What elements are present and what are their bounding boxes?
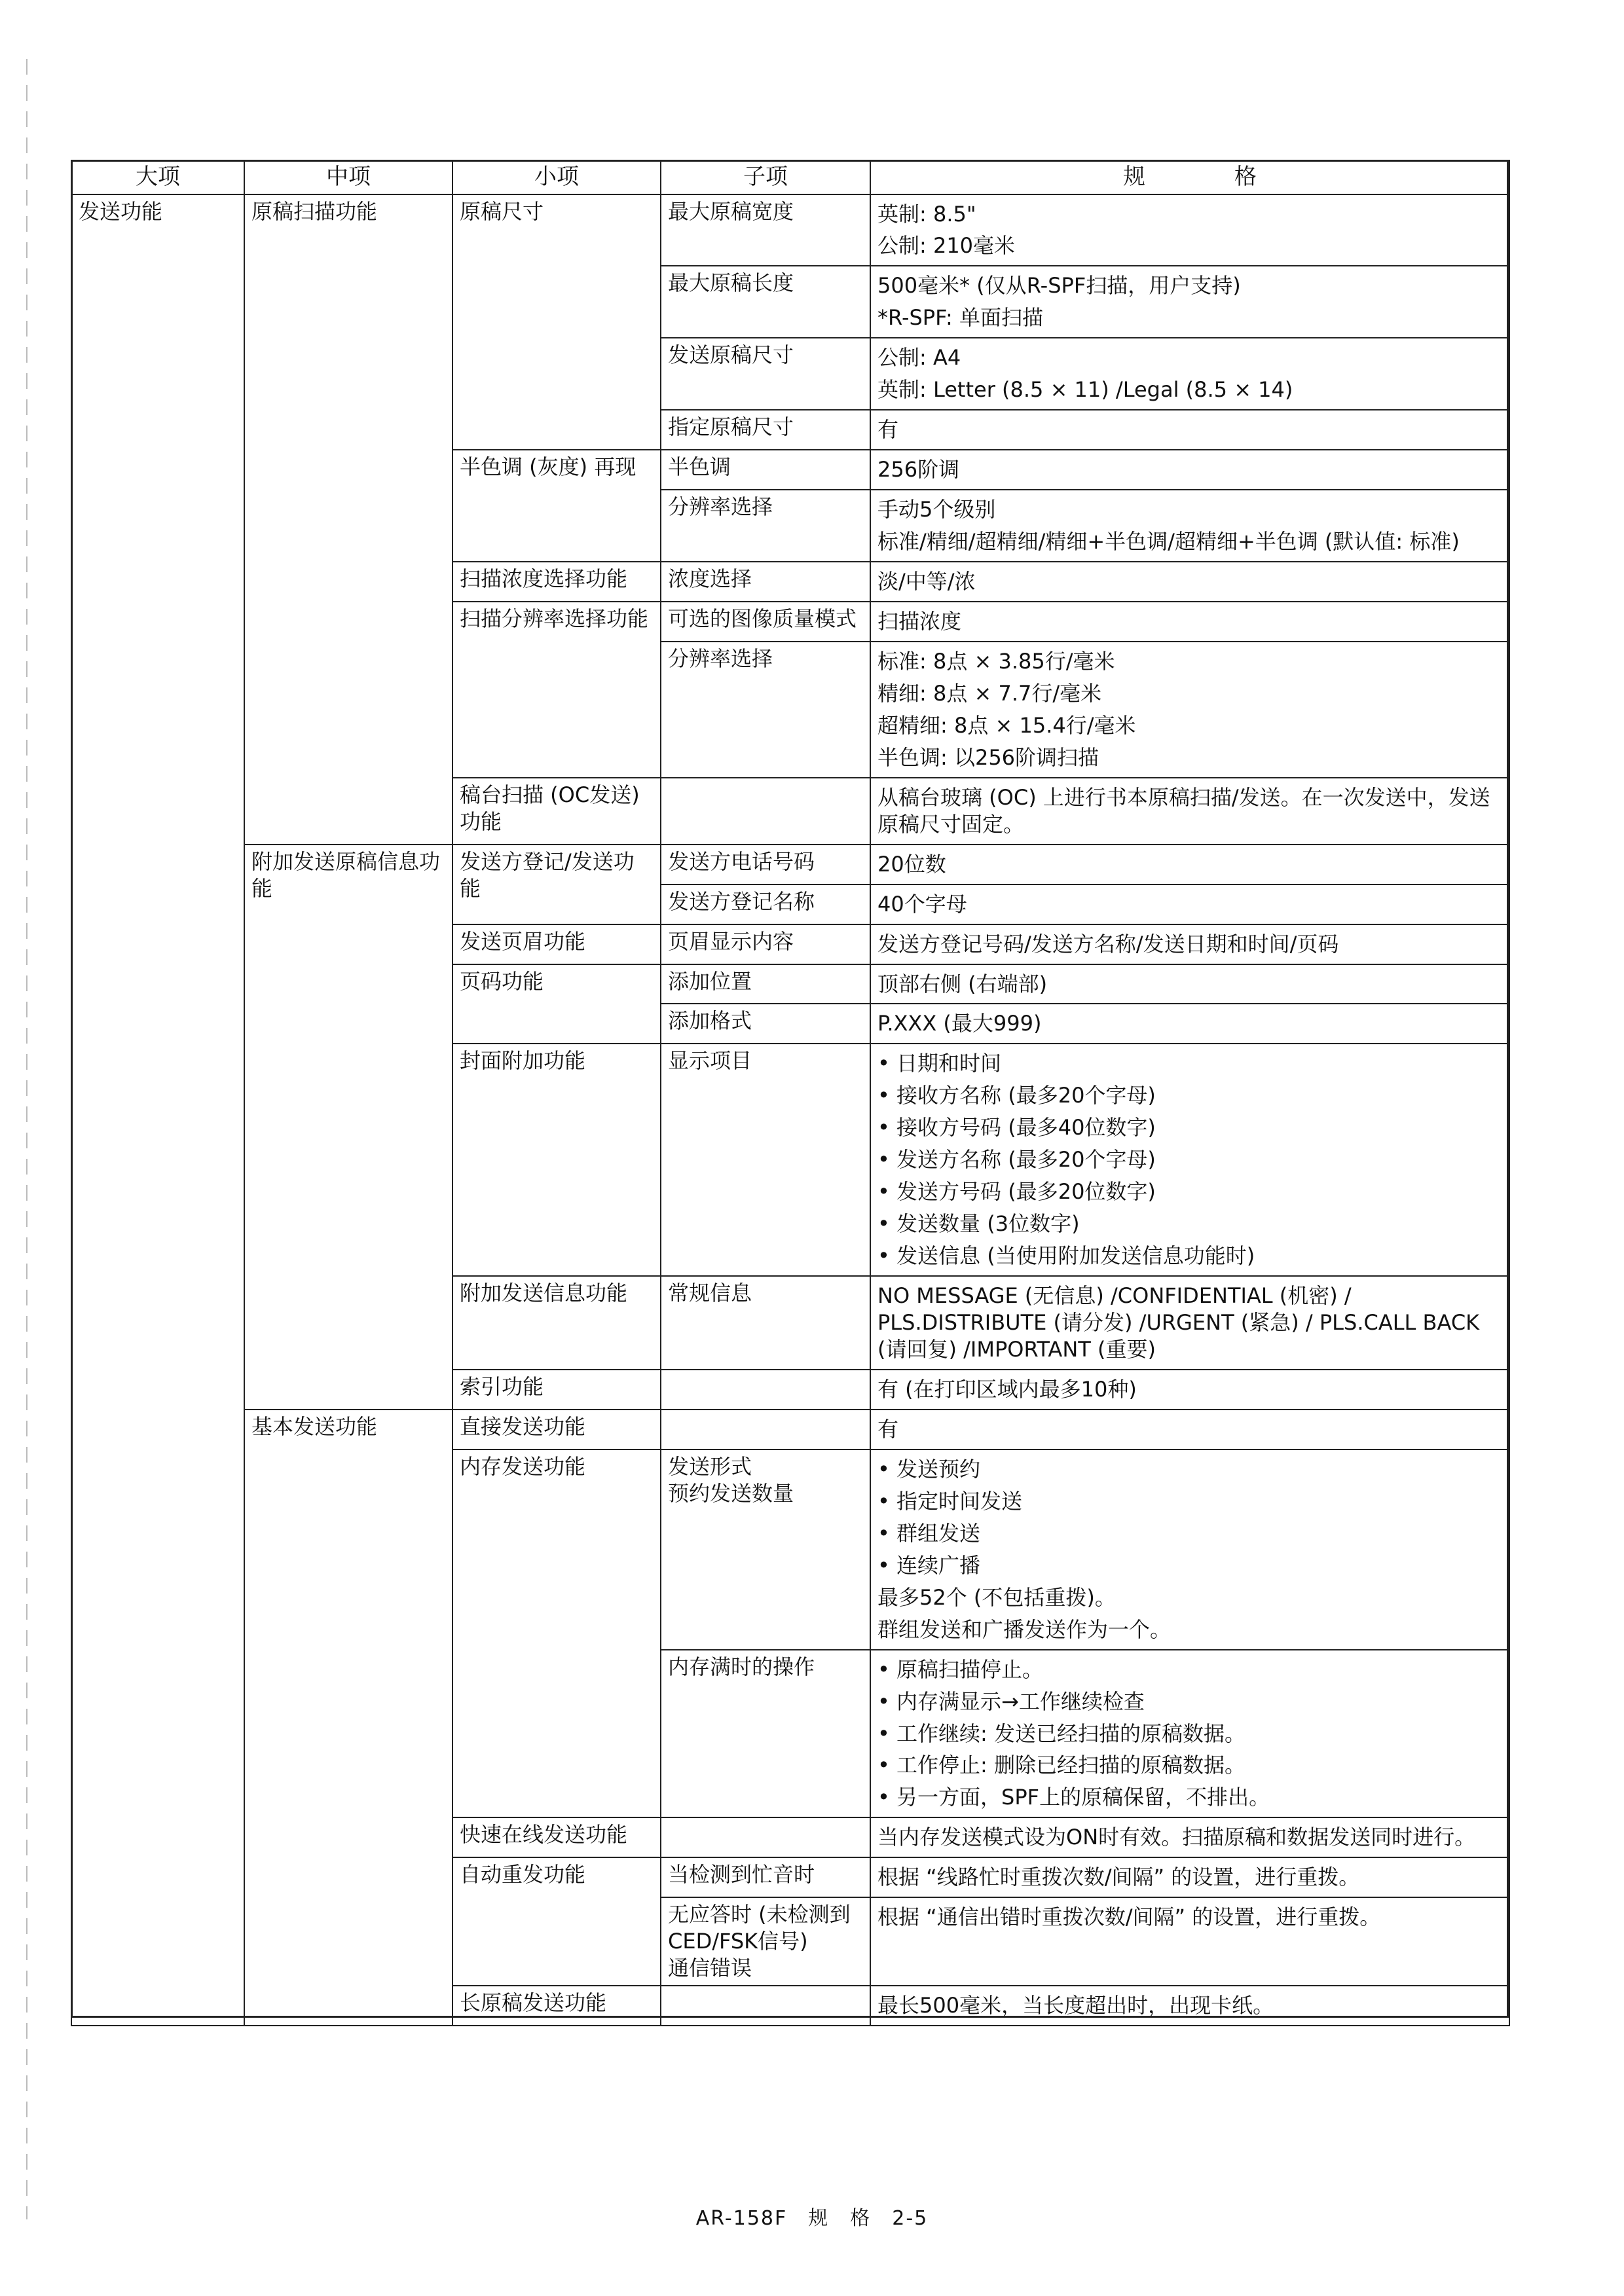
sub-item-cell: 发送方登记名称: [661, 884, 870, 924]
minor-item-cell: 页码功能: [452, 964, 661, 1044]
sub-item-cell: 无应答时 (未检测到CED/FSK信号) 通信错误: [661, 1897, 870, 1986]
spec-line: • 发送方名称 (最多20个字母): [877, 1147, 1156, 1173]
spec-line: 扫描浓度: [877, 609, 962, 634]
minor-item-cell: 扫描分辨率选择功能: [452, 602, 661, 778]
spec-cell: [870, 1370, 1509, 1410]
minor-item-cell: 发送方登记/发送功能: [452, 845, 661, 924]
spec-line: 有: [877, 1416, 899, 1442]
spec-cell: [870, 845, 1509, 884]
spec-line: 最多52个 (不包括重拨)。: [877, 1584, 1116, 1610]
middle-item-cell: 基本发送功能: [244, 1410, 452, 2026]
spec-line: NO MESSAGE (无信息) /CONFIDENTIAL (机密) / PLS.DISTRIBUTE (请分发) /URGENT (紧急) / PLS.CALL BACK (请回复) /IMPORTANT (重要): [877, 1283, 1480, 1362]
sub-item-cell: 最大原稿宽度: [661, 194, 870, 266]
minor-item-cell: 直接发送功能: [452, 1410, 661, 1449]
spec-line: P.XXX (最大999): [877, 1011, 1042, 1036]
spec-line: 从稿台玻璃 (OC) 上进行书本原稿扫描/发送。在一次发送中，发送原稿尺寸固定。: [877, 784, 1490, 837]
spec-line: 英制: 8.5": [877, 201, 976, 227]
sub-item-cell: 分辨率选择: [661, 490, 870, 562]
sub-item-cell: 添加格式: [661, 1004, 870, 1044]
sub-item-cell: 最大原稿长度: [661, 266, 870, 338]
spec-line: • 发送数量 (3位数字): [877, 1211, 1080, 1237]
sub-item-cell: 内存满时的操作: [661, 1650, 870, 1818]
spec-line: 标准: 8点 × 3.85行/毫米: [877, 648, 1115, 674]
header-major: 大项: [71, 160, 244, 194]
spec-line: 顶部右侧 (右端部): [877, 971, 1048, 996]
table-row: [71, 1410, 1509, 1449]
minor-item-cell: 半色调 (灰度) 再现: [452, 450, 661, 562]
spec-line: • 内存满显示→工作继续检查: [877, 1688, 1145, 1714]
sub-item-cell: 显示项目: [661, 1044, 870, 1276]
spec-line: • 接收方号码 (最多40位数字): [877, 1115, 1156, 1140]
spec-cell: [870, 602, 1509, 642]
minor-item-cell: 发送页眉功能: [452, 924, 661, 964]
spec-line: 发送方登记号码/发送方名称/发送日期和时间/页码: [877, 931, 1339, 957]
minor-item-cell: 扫描浓度选择功能: [452, 562, 661, 602]
minor-item-cell: 快速在线发送功能: [452, 1817, 661, 1857]
spec-cell: [870, 410, 1509, 450]
spec-line: 根据 “通信出错时重拨次数/间隔” 的设置，进行重拨。: [877, 1904, 1381, 1930]
minor-item-cell: 索引功能: [452, 1370, 661, 1410]
spec-line: 手动5个级别: [877, 497, 996, 522]
spec-cell: [870, 1044, 1509, 1276]
header-middle: 中项: [244, 160, 452, 194]
sub-item-cell: 半色调: [661, 450, 870, 490]
spec-cell: [870, 924, 1509, 964]
header-sub: 子项: [661, 160, 870, 194]
middle-item-cell: 附加发送原稿信息功能: [244, 845, 452, 1410]
header-row: [71, 160, 1509, 194]
sub-item-cell: 添加位置: [661, 964, 870, 1004]
spec-line: 500毫米* (仅从R-SPF扫描，用户支持): [877, 273, 1241, 299]
spec-line: 淡/中等/浓: [877, 569, 976, 594]
minor-item-cell: 自动重发功能: [452, 1857, 661, 1986]
spec-line: 最长500毫米，当长度超出时，出现卡纸。: [877, 1993, 1274, 2018]
spec-line: 半色调: 以256阶调扫描: [877, 744, 1099, 770]
sub-item-cell: 页眉显示内容: [661, 924, 870, 964]
spec-line: • 工作停止: 删除已经扫描的原稿数据。: [877, 1753, 1246, 1778]
spec-line: 有 (在打印区域内最多10种): [877, 1376, 1137, 1402]
spec-table: [71, 160, 1510, 2026]
sub-item-cell: 发送原稿尺寸: [661, 338, 870, 410]
spec-cell: [870, 562, 1509, 602]
spec-line: • 发送预约: [877, 1456, 981, 1482]
spec-line: 标准/精细/超精细/精细+半色调/超精细+半色调 (默认值: 标准): [877, 529, 1460, 555]
minor-item-cell: 长原稿发送功能: [452, 1986, 661, 2026]
minor-item-cell: 附加发送信息功能: [452, 1276, 661, 1370]
spec-line: 英制: Letter (8.5 × 11) /Legal (8.5 × 14): [877, 377, 1293, 403]
minor-item-cell: 内存发送功能: [452, 1449, 661, 1817]
sub-item-cell: 发送形式 预约发送数量: [661, 1449, 870, 1650]
spec-line: • 原稿扫描停止。: [877, 1656, 1044, 1682]
spec-cell: [870, 1817, 1509, 1857]
minor-item-cell: 原稿尺寸: [452, 194, 661, 450]
page-footer: AR-158F 规 格 2-5: [695, 2207, 929, 2230]
spec-line: • 发送方号码 (最多20位数字): [877, 1179, 1156, 1205]
spec-line: 40个字母: [877, 891, 967, 917]
middle-item-cell: 原稿扫描功能: [244, 194, 452, 845]
spec-line: 根据 “线路忙时重拨次数/间隔” 的设置，进行重拨。: [877, 1865, 1360, 1890]
sub-item-cell: [661, 778, 870, 845]
spec-cell: [870, 1410, 1509, 1449]
spec-cell: [870, 884, 1509, 924]
major-item-cell: 发送功能: [71, 194, 244, 2026]
spec-line: 超精细: 8点 × 15.4行/毫米: [877, 712, 1136, 738]
sub-item-cell: [661, 1817, 870, 1857]
spec-cell: [870, 778, 1509, 845]
spec-cell: [870, 194, 1509, 266]
spec-line: • 发送信息 (当使用附加发送信息功能时): [877, 1243, 1255, 1269]
spec-cell: [870, 490, 1509, 562]
header-minor: 小项: [452, 160, 661, 194]
spec-cell: [870, 964, 1509, 1004]
sub-item-cell: 发送方电话号码: [661, 845, 870, 884]
spec-cell: [870, 338, 1509, 410]
sub-item-cell: [661, 1370, 870, 1410]
spec-cell: [870, 1004, 1509, 1044]
spec-cell: [870, 266, 1509, 338]
spec-cell: [870, 1650, 1509, 1818]
spec-line: • 另一方面，SPF上的原稿保留，不排出。: [877, 1785, 1270, 1810]
table-row: [71, 845, 1509, 884]
spec-line: • 日期和时间: [877, 1051, 1002, 1076]
sub-item-cell: 指定原稿尺寸: [661, 410, 870, 450]
spec-line: 精细: 8点 × 7.7行/毫米: [877, 680, 1102, 706]
minor-item-cell: 稿台扫描 (OC发送) 功能: [452, 778, 661, 845]
spec-cell: [870, 642, 1509, 778]
sub-item-cell: 常规信息: [661, 1276, 870, 1370]
spec-cell: [870, 1986, 1509, 2026]
sub-item-cell: 浓度选择: [661, 562, 870, 602]
spec-cell: [870, 1449, 1509, 1650]
spec-line: 256阶调: [877, 457, 960, 483]
sub-item-cell: [661, 1986, 870, 2026]
spec-line: 20位数: [877, 851, 946, 877]
spec-line: • 连续广播: [877, 1552, 981, 1578]
spec-line: • 群组发送: [877, 1520, 981, 1546]
header-spec: 规 格: [870, 160, 1509, 194]
spec-line: 当内存发送模式设为ON时有效。扫描原稿和数据发送同时进行。: [877, 1825, 1476, 1850]
table-row: [71, 194, 1509, 266]
spec-cell: [870, 1276, 1509, 1370]
sub-item-cell: 分辨率选择: [661, 642, 870, 778]
spec-line: *R-SPF: 单面扫描: [877, 305, 1043, 331]
spec-cell: [870, 1897, 1509, 1986]
minor-item-cell: 封面附加功能: [452, 1044, 661, 1276]
binding-margin-mark: [26, 59, 28, 2219]
spec-line: 有: [877, 417, 899, 443]
spec-line: 公制: A4: [877, 345, 961, 371]
spec-line: • 指定时间发送: [877, 1488, 1023, 1514]
sub-item-cell: 当检测到忙音时: [661, 1857, 870, 1897]
sub-item-cell: [661, 1410, 870, 1449]
sub-item-cell: 可选的图像质量模式: [661, 602, 870, 642]
spec-line: 群组发送和广播发送作为一个。: [877, 1616, 1172, 1642]
spec-cell: [870, 450, 1509, 490]
spec-line: • 接收方名称 (最多20个字母): [877, 1083, 1156, 1108]
spec-line: • 工作继续: 发送已经扫描的原稿数据。: [877, 1721, 1246, 1746]
spec-line: 公制: 210毫米: [877, 233, 1016, 259]
spec-cell: [870, 1857, 1509, 1897]
